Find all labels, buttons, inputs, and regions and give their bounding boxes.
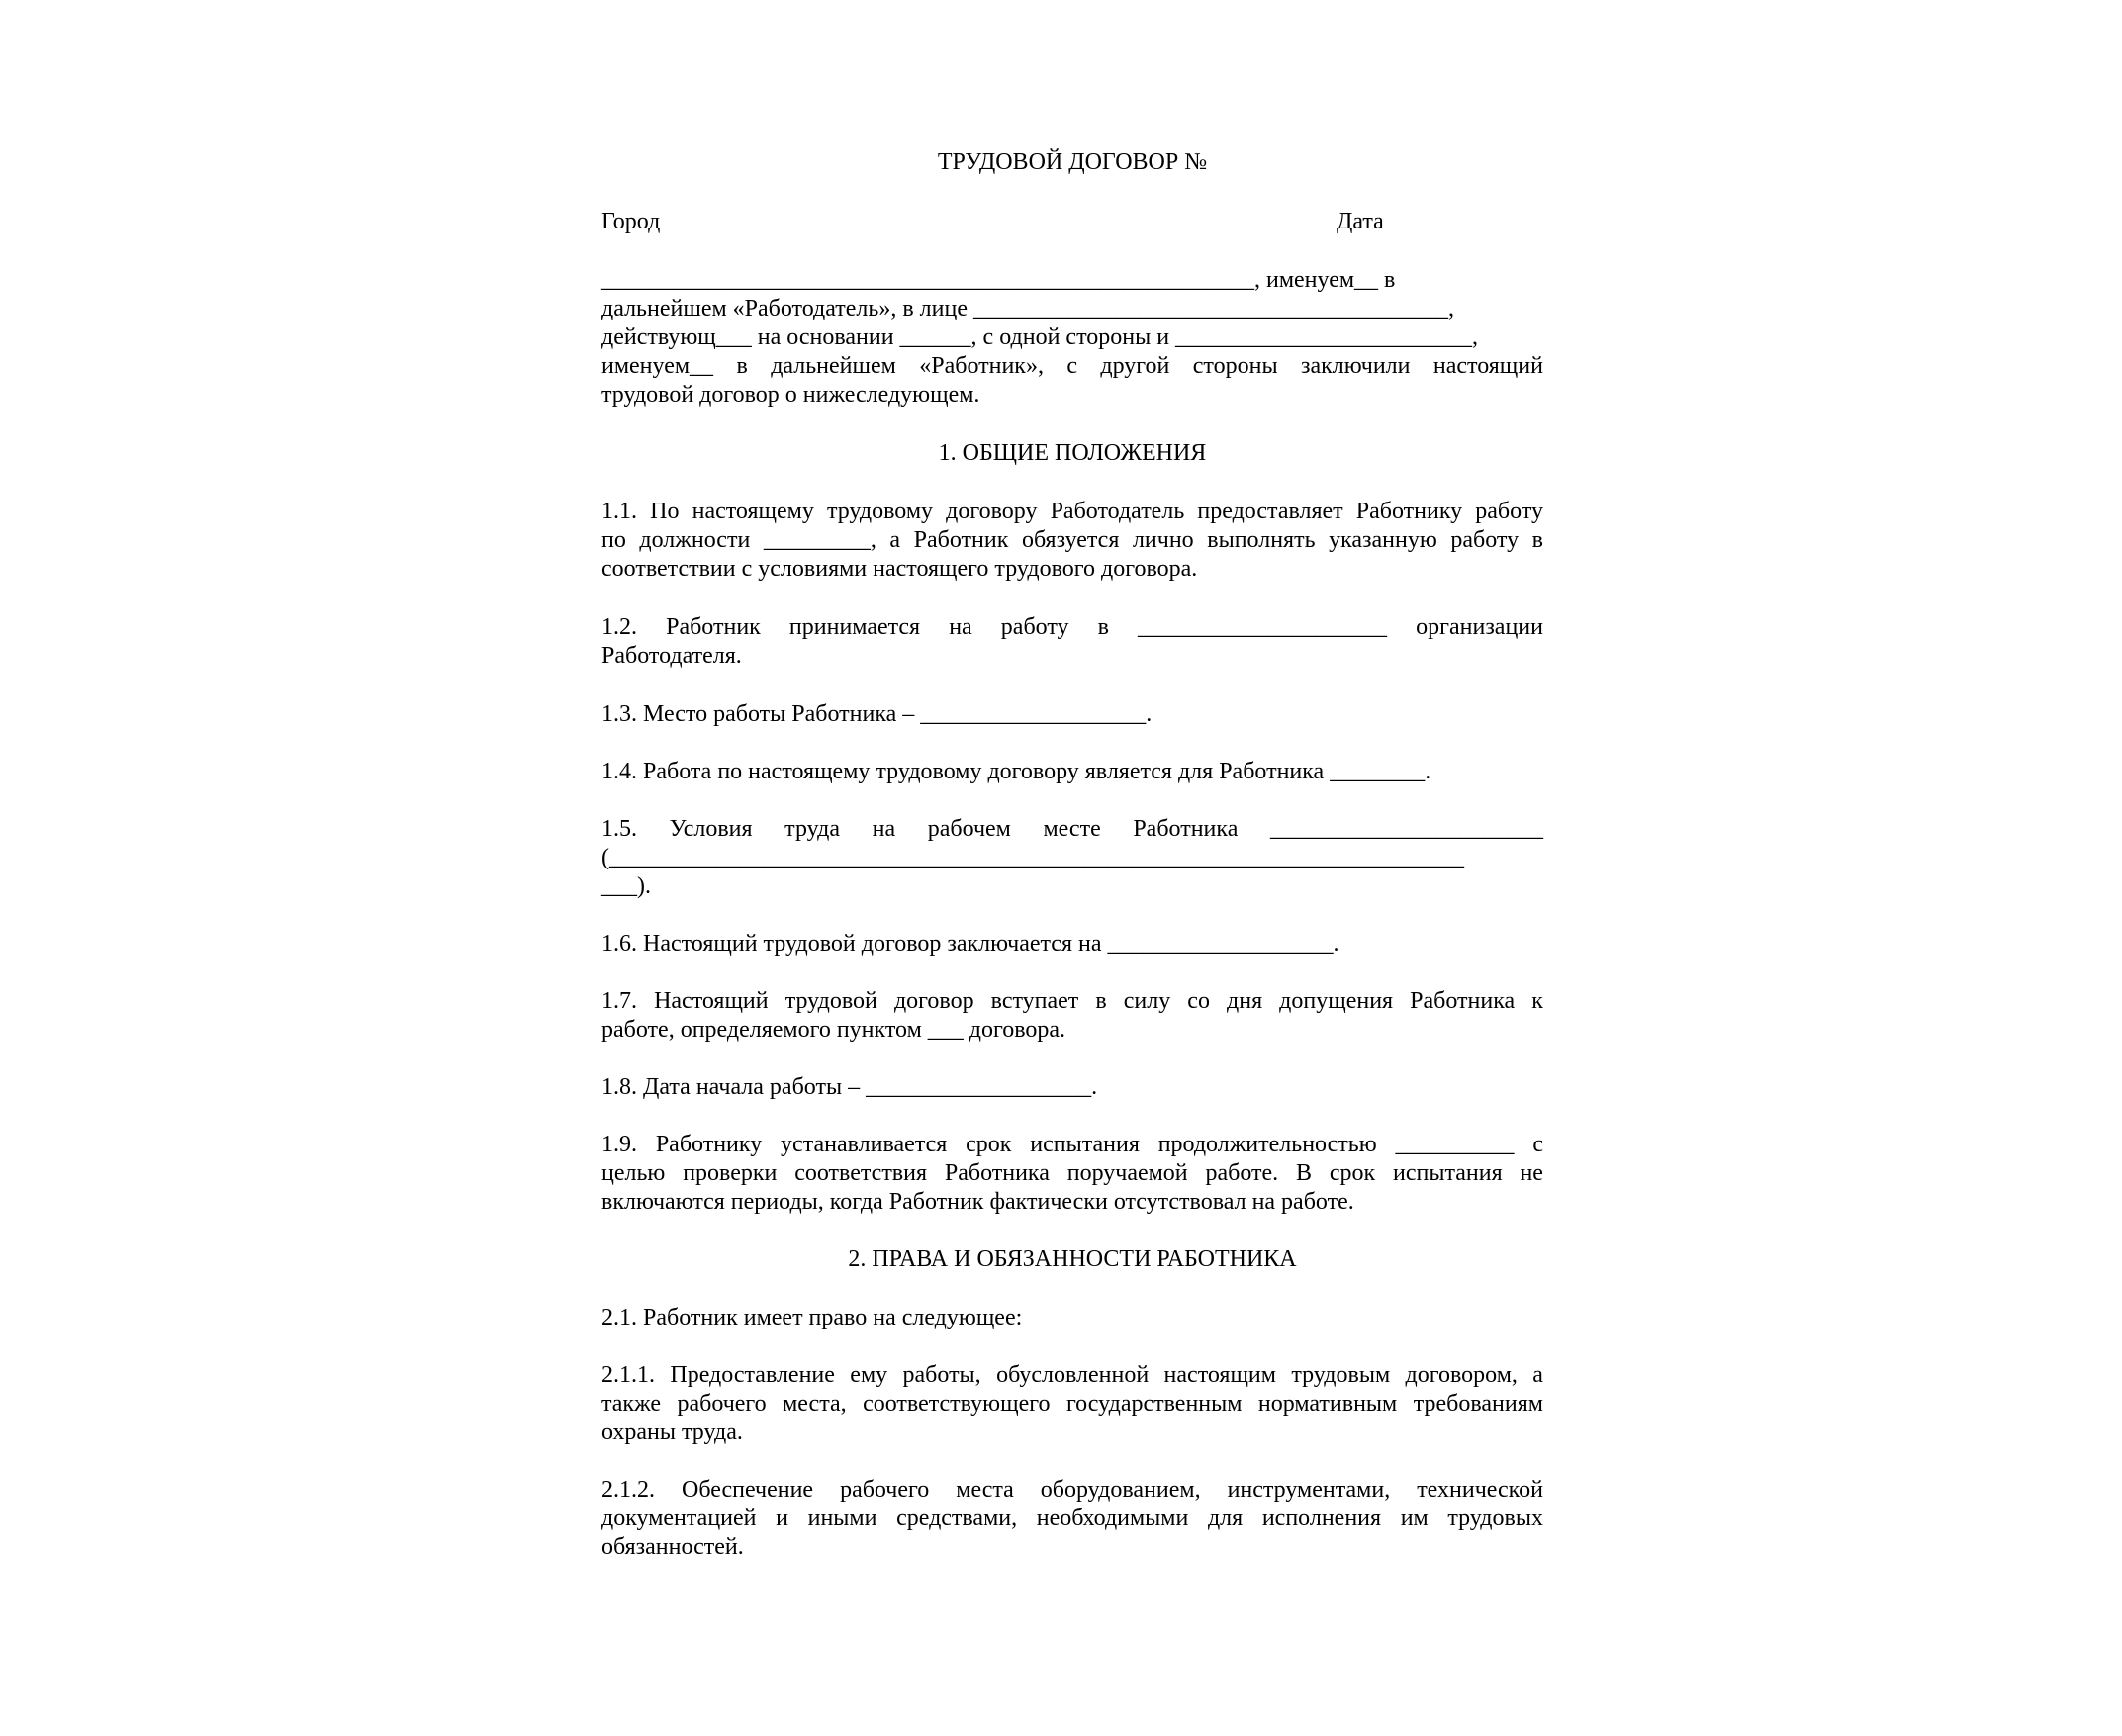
word: должности bbox=[639, 527, 751, 553]
preamble-line: трудовой договор о нижеследующем. bbox=[601, 382, 980, 408]
word: 1.2. bbox=[601, 614, 637, 640]
word: трудовых bbox=[1447, 1506, 1543, 1531]
word: _________, bbox=[763, 527, 876, 553]
word: настоящему bbox=[692, 499, 814, 524]
word: обусловленной bbox=[996, 1362, 1150, 1388]
word: Работнику bbox=[655, 1132, 763, 1157]
text-fragment: действующ___ на основании ______, с одной стороны и _________________________, bbox=[601, 324, 1479, 350]
word: в bbox=[736, 353, 748, 379]
word: проверки bbox=[683, 1160, 778, 1186]
word: Работник bbox=[913, 527, 1009, 553]
word: требованиям bbox=[1413, 1391, 1543, 1416]
word: договор bbox=[893, 988, 974, 1014]
word: 1.1. bbox=[601, 499, 637, 524]
word: срок bbox=[1329, 1160, 1376, 1186]
word: устанавливается bbox=[781, 1132, 948, 1157]
clause-1-3: 1.3. Место работы Работника – ___________________. bbox=[601, 701, 1153, 727]
word: силу bbox=[1123, 988, 1171, 1014]
word: лично bbox=[1132, 527, 1194, 553]
word: стороны bbox=[1192, 353, 1278, 379]
clause-1-8: 1.8. Дата начала работы – ___________________. bbox=[601, 1074, 1098, 1100]
clause-line bbox=[601, 1131, 1543, 1159]
text-fragment: _______________________________________________________, именуем__ в bbox=[601, 267, 1396, 293]
word: другой bbox=[1100, 353, 1170, 379]
word: и bbox=[776, 1506, 788, 1531]
word: настоящим bbox=[1163, 1362, 1276, 1388]
word: трудовой bbox=[784, 988, 877, 1014]
word: вступает bbox=[990, 988, 1079, 1014]
word: соответствия bbox=[794, 1160, 928, 1186]
clause-line bbox=[601, 1159, 1543, 1188]
word: Работника bbox=[1410, 988, 1516, 1014]
clause-line bbox=[601, 1476, 1543, 1505]
word: 2.1.2. bbox=[601, 1477, 655, 1503]
word: на bbox=[949, 614, 972, 640]
word: иными bbox=[807, 1506, 877, 1531]
word: предоставляет bbox=[1197, 499, 1343, 524]
clause-line: (________________________________________________________________________ bbox=[601, 845, 1464, 870]
word: им bbox=[1400, 1506, 1429, 1531]
text-fragment: дальнейшем «Работодатель», в лице ________________________________________, bbox=[601, 296, 1454, 321]
word: исполнения bbox=[1261, 1506, 1382, 1531]
word: работу bbox=[1000, 614, 1069, 640]
word: нормативным bbox=[1257, 1391, 1398, 1416]
word: рабочем bbox=[927, 816, 1011, 842]
word: ему bbox=[850, 1362, 888, 1388]
word: места bbox=[956, 1477, 1014, 1503]
word: «Работник», bbox=[919, 353, 1044, 379]
word: с bbox=[1532, 1132, 1543, 1157]
clause-2-1: 2.1. Работник имеет право на следующее: bbox=[601, 1305, 1023, 1330]
word: работу bbox=[1475, 499, 1543, 524]
clause-1-4: 1.4. Работа по настоящему трудовому договору является для Работника ________. bbox=[601, 759, 1431, 784]
word: необходимыми bbox=[1036, 1506, 1189, 1531]
section-2-heading: 2. ПРАВА И ОБЯЗАННОСТИ РАБОТНИКА bbox=[848, 1246, 1297, 1272]
preamble-line bbox=[601, 323, 1543, 352]
word: целью bbox=[601, 1160, 666, 1186]
word: дальнейшем bbox=[771, 353, 896, 379]
word: для bbox=[1207, 1506, 1244, 1531]
word: а bbox=[889, 527, 901, 553]
word: настоящий bbox=[1432, 353, 1543, 379]
clause-line bbox=[601, 526, 1543, 555]
word: Работнику bbox=[1355, 499, 1463, 524]
word: испытания bbox=[1030, 1132, 1140, 1157]
clause-1-2 bbox=[601, 613, 1543, 671]
document-title: ТРУДОВОЙ ДОГОВОР № bbox=[937, 149, 1208, 175]
word: именуем__ bbox=[601, 353, 714, 379]
word: Обеспечение bbox=[681, 1477, 814, 1503]
word: оборудованием, bbox=[1040, 1477, 1201, 1503]
clause-line bbox=[601, 1361, 1543, 1390]
preamble-line bbox=[601, 352, 1543, 381]
city-date-row bbox=[601, 208, 1543, 236]
clause-1-1 bbox=[601, 498, 1543, 584]
clause-line: включаются периоды, когда Работник фактически отсутствовал на работе. bbox=[601, 1189, 1354, 1215]
word: технической bbox=[1417, 1477, 1543, 1503]
word: дня bbox=[1227, 988, 1263, 1014]
clause-line: работе, определяемого пунктом ___ договора. bbox=[601, 1017, 1066, 1043]
word: а bbox=[1532, 1362, 1543, 1388]
word: срок bbox=[966, 1132, 1012, 1157]
word: 1.9. bbox=[601, 1132, 637, 1157]
preamble-line bbox=[601, 266, 1543, 295]
word: допущения bbox=[1279, 988, 1394, 1014]
clause-line bbox=[601, 1505, 1543, 1533]
clause-line: Работодателя. bbox=[601, 643, 742, 669]
clause-line bbox=[601, 987, 1543, 1016]
word: договору bbox=[946, 499, 1038, 524]
word: трудовым bbox=[1291, 1362, 1391, 1388]
clause-line bbox=[601, 613, 1543, 642]
word: Настоящий bbox=[654, 988, 769, 1014]
word: Условия bbox=[669, 816, 753, 842]
word: труда bbox=[784, 816, 840, 842]
word: По bbox=[650, 499, 680, 524]
word: 1.7. bbox=[601, 988, 637, 1014]
preamble-paragraph bbox=[601, 266, 1543, 410]
clause-2-1-2 bbox=[601, 1476, 1543, 1562]
word: также bbox=[601, 1391, 662, 1416]
word: указанную bbox=[1329, 527, 1437, 553]
word: соответствующего bbox=[863, 1391, 1051, 1416]
word: поручаемой bbox=[1066, 1160, 1188, 1186]
word: заключили bbox=[1300, 353, 1411, 379]
clause-1-6: 1.6. Настоящий трудовой договор заключается на ___________________. bbox=[601, 931, 1339, 957]
word: рабочего bbox=[840, 1477, 930, 1503]
word: на bbox=[872, 816, 896, 842]
word: работе. bbox=[1205, 1160, 1279, 1186]
word: В bbox=[1296, 1160, 1313, 1186]
word: в bbox=[1095, 988, 1107, 1014]
word: Работника bbox=[1133, 816, 1239, 842]
word: средствами, bbox=[896, 1506, 1018, 1531]
clause-line bbox=[601, 815, 1543, 844]
word: Работника bbox=[944, 1160, 1050, 1186]
word: со bbox=[1187, 988, 1210, 1014]
word: договором, bbox=[1405, 1362, 1518, 1388]
section-1-heading: 1. ОБЩИЕ ПОЛОЖЕНИЯ bbox=[938, 440, 1207, 466]
word: продолжительностью bbox=[1157, 1132, 1377, 1157]
word: места, bbox=[783, 1391, 847, 1416]
word: выполнять bbox=[1207, 527, 1316, 553]
clause-line: ___). bbox=[601, 873, 651, 899]
word: Работник bbox=[666, 614, 761, 640]
clause-line: соответствии с условиями настоящего трудового договора. bbox=[601, 556, 1198, 582]
word: обязуется bbox=[1021, 527, 1120, 553]
word: к bbox=[1531, 988, 1543, 1014]
clause-1-9 bbox=[601, 1131, 1543, 1217]
word: 2.1.1. bbox=[601, 1362, 655, 1388]
word: организации bbox=[1416, 614, 1543, 640]
word: инструментами, bbox=[1227, 1477, 1391, 1503]
word: испытания bbox=[1392, 1160, 1503, 1186]
city-label: Город bbox=[601, 209, 661, 234]
word: месте bbox=[1043, 816, 1101, 842]
word: с bbox=[1066, 353, 1078, 379]
clause-line bbox=[601, 498, 1543, 526]
word: __________ bbox=[1395, 1132, 1515, 1157]
word: государственным bbox=[1065, 1391, 1243, 1416]
word: принимается bbox=[788, 614, 921, 640]
word: в bbox=[1531, 527, 1543, 553]
word: _______________________ bbox=[1269, 816, 1543, 842]
word: документацией bbox=[601, 1506, 757, 1531]
preamble-line bbox=[601, 295, 1543, 323]
word: _____________________ bbox=[1138, 614, 1388, 640]
word: Работодатель bbox=[1050, 499, 1185, 524]
clause-line: обязанностей. bbox=[601, 1534, 744, 1560]
word: Предоставление bbox=[670, 1362, 835, 1388]
word: в bbox=[1097, 614, 1109, 640]
word: 1.5. bbox=[601, 816, 637, 842]
word: рабочего bbox=[677, 1391, 767, 1416]
word: трудовому bbox=[826, 499, 934, 524]
word: не bbox=[1520, 1160, 1543, 1186]
date-label: Дата bbox=[1337, 209, 1384, 234]
clause-1-5 bbox=[601, 815, 1543, 901]
clause-line bbox=[601, 1390, 1543, 1418]
clause-line: охраны труда. bbox=[601, 1419, 743, 1445]
clause-1-7 bbox=[601, 987, 1543, 1045]
word: по bbox=[601, 527, 626, 553]
word: работу bbox=[1450, 527, 1520, 553]
clause-2-1-1 bbox=[601, 1361, 1543, 1447]
word: работы, bbox=[902, 1362, 981, 1388]
